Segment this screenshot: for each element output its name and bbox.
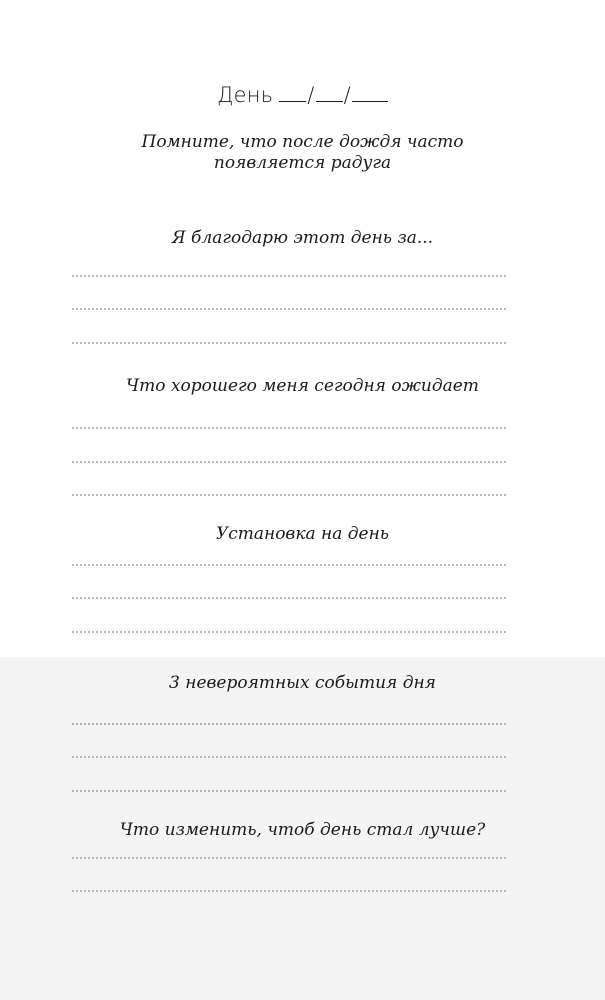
writing-line[interactable]: [72, 890, 506, 892]
writing-line[interactable]: [72, 427, 506, 429]
date-separator: /: [307, 83, 315, 107]
writing-line[interactable]: [72, 790, 506, 792]
date-line: [0, 82, 605, 112]
writing-line[interactable]: [72, 564, 506, 566]
section-heading-gratitude: Я благодарю этот день за...: [171, 228, 434, 248]
writing-line[interactable]: [72, 342, 506, 344]
date-label: День: [217, 83, 274, 107]
month-blank[interactable]: [316, 82, 343, 102]
writing-line[interactable]: [72, 857, 506, 859]
writing-line[interactable]: [72, 597, 506, 599]
year-blank[interactable]: [352, 82, 388, 102]
writing-line[interactable]: [72, 494, 506, 496]
motto-line: Помните, что после дождя часто: [141, 132, 464, 152]
motto-line: появляется радуга: [213, 153, 392, 173]
section-heading-expectations: Что хорошего меня сегодня ожидает: [126, 376, 479, 396]
section-heading-daily-affirmation: Установка на день: [215, 524, 390, 544]
writing-line[interactable]: [72, 461, 506, 463]
day-blank[interactable]: [279, 82, 306, 102]
writing-line[interactable]: [72, 756, 506, 758]
writing-line[interactable]: [72, 723, 506, 725]
section-heading-three-events: 3 невероятных события дня: [169, 673, 436, 693]
section-heading-improvements: Что изменить, чтоб день стал лучше?: [119, 820, 486, 840]
writing-line[interactable]: [72, 308, 506, 310]
date-separator: /: [343, 83, 351, 107]
writing-line[interactable]: [72, 631, 506, 633]
motto: [0, 132, 605, 174]
writing-line[interactable]: [72, 275, 506, 277]
